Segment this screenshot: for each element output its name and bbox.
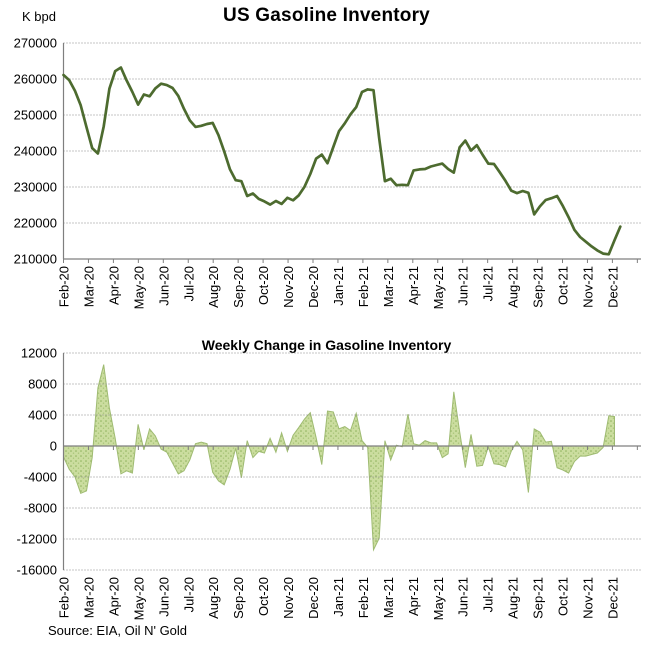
x-tick-label: Sep-20 (231, 266, 247, 308)
x-tick-label: Sep-21 (530, 577, 546, 619)
x-tick-label: Feb-20 (56, 266, 72, 308)
x-tick-label: Apr-21 (405, 577, 421, 617)
y-tick-label: 12000 (20, 345, 57, 361)
y-tick-label: 220000 (13, 215, 57, 231)
y-tick-label: 210000 (13, 251, 57, 267)
x-tick-label: Feb-21 (355, 577, 371, 619)
x-tick-label: Feb-21 (355, 266, 371, 308)
x-tick-label: Dec-20 (306, 577, 321, 619)
x-tick-label: Apr-20 (106, 577, 122, 617)
x-tick-label: Jan-21 (330, 577, 346, 617)
x-tick-label: Apr-21 (405, 266, 421, 306)
y-tick-label: 240000 (13, 143, 57, 159)
x-tick-label: Oct-20 (256, 577, 272, 617)
weekly-change-area-chart (0, 330, 653, 660)
source-attribution: Source: EIA, Oil N' Gold (48, 623, 188, 638)
x-tick-label: Jun-21 (455, 577, 471, 617)
y-tick-label: 260000 (13, 71, 57, 87)
x-tick-label: Jan-21 (330, 266, 346, 306)
x-tick-label: Mar-21 (380, 266, 396, 308)
weekly-change-area-series (64, 365, 615, 550)
x-tick-label: Dec-21 (605, 266, 621, 308)
x-tick-label: Jun-20 (156, 577, 172, 617)
inventory-chart-title: US Gasoline Inventory (223, 5, 430, 26)
y-tick-label: 270000 (13, 35, 57, 51)
x-tick-label: Jul-21 (480, 577, 496, 613)
x-tick-label: Mar-20 (81, 266, 97, 308)
y-tick-label: 8000 (28, 376, 57, 392)
y-tick-label: 250000 (13, 107, 57, 123)
y-axis-unit-label: K bpd (22, 9, 56, 24)
x-tick-label: Jun-20 (156, 266, 172, 306)
x-tick-label: Aug-20 (206, 266, 222, 308)
y-tick-label: 4000 (28, 407, 57, 423)
x-tick-label: Feb-20 (56, 577, 72, 619)
x-tick-label: Jun-21 (455, 266, 471, 306)
x-tick-label: Nov-20 (281, 577, 296, 619)
x-tick-label: Nov-21 (580, 266, 596, 308)
x-tick-label: Dec-21 (605, 577, 621, 619)
x-tick-label: Nov-21 (580, 577, 596, 619)
x-tick-label: Jul-20 (181, 266, 197, 302)
x-tick-label: Aug-20 (206, 577, 222, 619)
x-tick-label: Jul-21 (480, 266, 496, 302)
x-tick-label: May-20 (131, 577, 147, 621)
y-tick-label: -16000 (16, 562, 57, 578)
x-tick-label: May-20 (131, 266, 147, 310)
x-tick-label: Nov-20 (281, 266, 296, 308)
x-tick-label: Sep-21 (530, 266, 546, 308)
x-tick-label: Oct-21 (555, 266, 571, 306)
y-tick-label: -4000 (23, 469, 57, 485)
x-tick-label: Jul-20 (181, 577, 197, 613)
x-tick-label: Oct-20 (256, 266, 272, 306)
inventory-line-series (64, 68, 621, 255)
x-tick-label: Mar-20 (81, 577, 97, 619)
y-tick-label: 230000 (13, 179, 57, 195)
x-tick-label: Mar-21 (380, 577, 396, 619)
x-tick-label: May-21 (430, 577, 446, 621)
x-tick-label: Sep-20 (231, 577, 247, 619)
x-tick-label: Oct-21 (555, 577, 571, 617)
x-tick-label: Aug-21 (505, 266, 521, 308)
x-tick-label: Apr-20 (106, 266, 122, 306)
x-tick-label: Dec-20 (306, 266, 321, 308)
x-tick-label: Aug-21 (505, 577, 521, 619)
y-tick-label: -12000 (16, 531, 57, 547)
y-tick-label: 0 (49, 438, 57, 454)
y-tick-label: -8000 (23, 500, 57, 516)
weekly-change-chart-title: Weekly Change in Gasoline Inventory (201, 337, 452, 353)
x-tick-label: May-21 (430, 266, 446, 310)
